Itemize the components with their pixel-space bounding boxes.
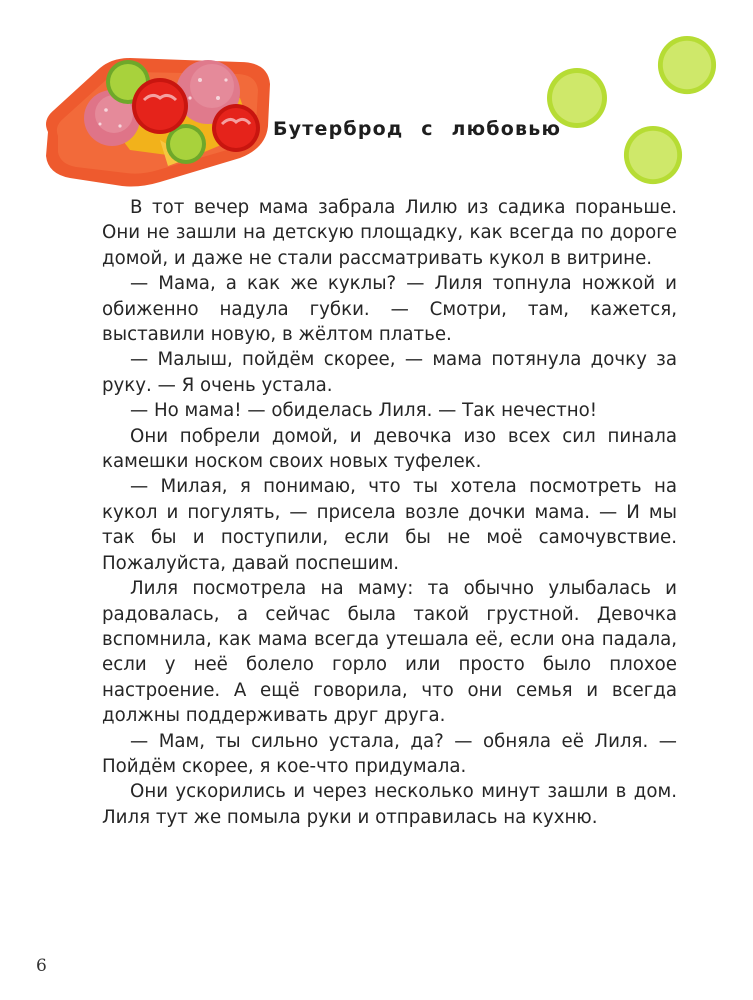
story-paragraph: — Милая, я понимаю, что ты хотела посмотреть на кукол и погулять, — присела возле дочки мама. — И мы так бы и поступили, если бы не моё самочувствие. Пожалуйста, давай поспешим. [102, 476, 677, 574]
story-paragraph: Они побрели домой, и девочка изо всех сил пинала камешки носком своих новых туфелек. [102, 425, 677, 473]
story-body [102, 195, 677, 830]
story-paragraph: — Но мама! — обиделась Лиля. — Так нечестно! [130, 400, 598, 422]
story-paragraph: — Мама, а как же куклы? — Лиля топнула ножкой и обиженно надула губки. — Смотри, там, кажется, выставили новую, в жёлтом платье. [102, 273, 677, 346]
story-paragraph: — Малыш, пойдём скорее, — мама потянула дочку за руку. — Я очень устала. [102, 349, 677, 396]
chapter-title: Бутерброд с любовью [273, 118, 562, 140]
story-paragraph: Лиля посмотрела на маму: та обычно улыбалась и радовалась, а сейчас была такой грустной. Девочка вспомнила, как мама всегда утешала её, если она падала, если у неё болело горло или просто было плохое настроение. А ещё говорила, что они семья и всегда должны поддерживать друг друга. [102, 578, 677, 727]
story-paragraph: — Мам, ты сильно устала, да? — обняла её Лиля. — Пойдём скорее, я кое-что придумала. [102, 730, 677, 777]
story-paragraph: Они ускорились и через несколько минут зашли в дом. Лиля тут же помыла руки и отправилась на кухню. [102, 781, 677, 828]
cucumber-slice-icon [656, 34, 718, 96]
story-paragraph: В тот вечер мама забрала Лилю из садика пораньше. Они не зашли на детскую площадку, как всегда по дороге домой, и даже не стали рассматривать кукол в витрине. [102, 197, 677, 269]
sandwich-illustration [40, 40, 280, 190]
page-number: 6 [36, 956, 47, 976]
cucumber-slice-icon [622, 124, 684, 186]
